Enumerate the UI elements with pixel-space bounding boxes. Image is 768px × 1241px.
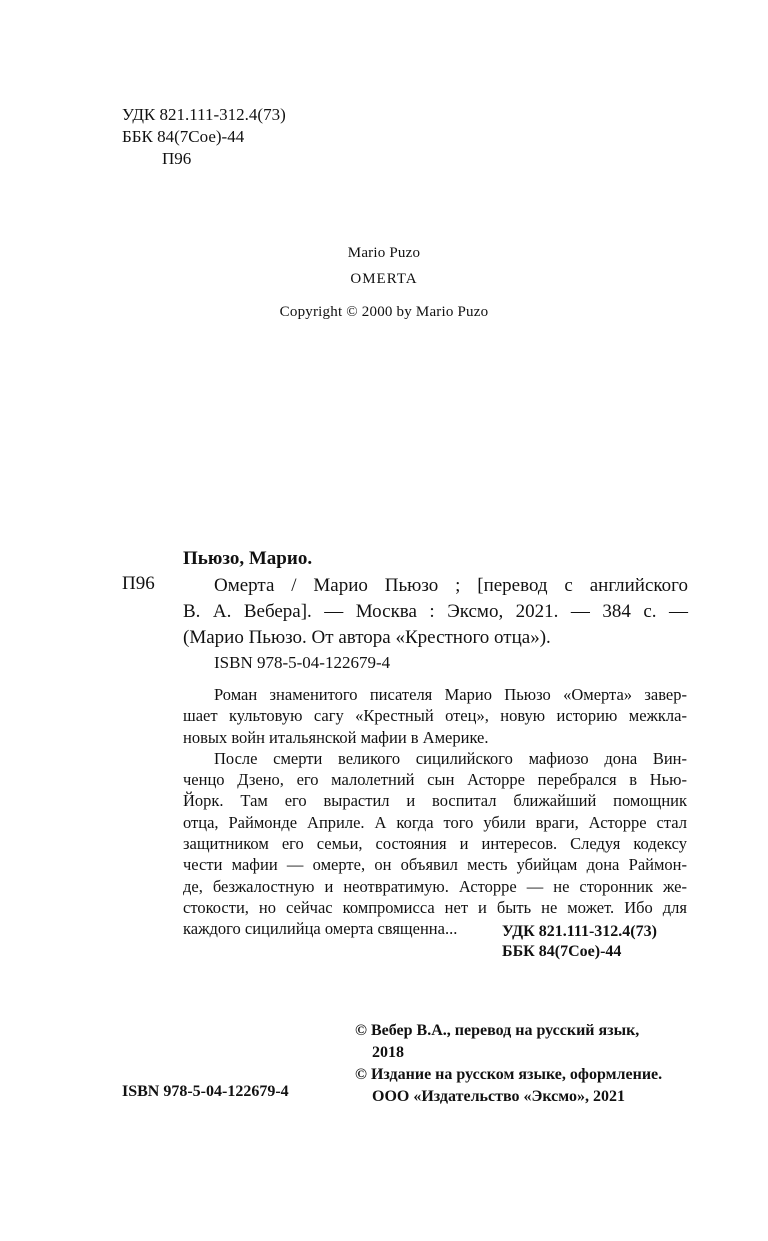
bbk-code: ББК 84(7Сое)-44 <box>122 127 245 146</box>
abstract-line: новых войн итальянской мафии в Америке. <box>183 727 489 747</box>
abstract-line: де, безжалостную и неотвратимую. Асторре — не сторонник же- <box>183 876 687 896</box>
catalog-line: В. А. Вебера]. — Москва : Эксмо, 2021. — 384 с. — <box>183 601 688 622</box>
abstract <box>183 684 687 940</box>
catalog-description <box>183 573 688 651</box>
copyright-notices <box>355 1020 662 1108</box>
catalog-heading: Пьюзо, Марио. <box>183 548 313 569</box>
abstract-line: Йорк. Там его вырастил и воспитал ближайший помощник <box>183 791 687 811</box>
abstract-line: Роман знаменитого писателя Марио Пьюзо «Омерта» завер- <box>214 685 687 704</box>
catalog-line: (Марио Пьюзо. От автора «Крестного отца»). <box>183 627 551 648</box>
abstract-line: ченцо Дзено, его малолетний сын Асторре перебрался в Нью- <box>183 770 687 790</box>
abstract-line: стокости, но сейчас компромисса нет и быть не может. Ибо для <box>183 897 687 917</box>
isbn-bold: ISBN 978-5-04-122679-4 <box>122 1083 289 1100</box>
abstract-line: шает культовую сагу «Крестный отец», новую историю межкла- <box>183 706 687 726</box>
abstract-line: отца, Раймонде Априле. А когда того убили враги, Асторре стал <box>183 812 687 832</box>
translation-year: 2018 <box>372 1044 404 1061</box>
publisher-copyright: ООО «Издательство «Эксмо», 2021 <box>372 1088 625 1105</box>
author-mark: П96 <box>162 149 192 168</box>
original-title: OMERTA <box>350 271 418 287</box>
catalog-isbn: ISBN 978-5-04-122679-4 <box>214 653 391 672</box>
edition-copyright: © Издание на русском языке, оформление. <box>355 1066 663 1083</box>
catalog-line: Омерта / Марио Пьюзо ; [перевод с английского <box>214 575 688 596</box>
translation-copyright: © Вебер В.А., перевод на русский язык, <box>355 1022 640 1039</box>
udk-code-bold: УДК 821.111-312.4(73) <box>502 923 657 940</box>
bbk-code-bold: ББК 84(7Сое)-44 <box>502 943 622 960</box>
udk-code: УДК 821.111-312.4(73) <box>122 105 286 124</box>
classification-codes <box>122 104 286 170</box>
catalog-author-mark: П96 <box>122 573 155 594</box>
abstract-line: каждого сицилийца омерта священна... <box>183 919 458 939</box>
abstract-line: После смерти великого сицилийского мафиозо дона Вин- <box>214 748 687 768</box>
abstract-line: чести мафии — омерте, он объявил месть убийцам дона Раймон- <box>183 855 687 875</box>
original-author: Mario Puzo <box>347 245 421 261</box>
original-copyright: Copyright © 2000 by Mario Puzo <box>279 304 489 320</box>
classification-codes-bold <box>502 922 657 962</box>
abstract-line: защитником его семьи, состояния и интересов. Следуя кодексу <box>183 834 687 854</box>
